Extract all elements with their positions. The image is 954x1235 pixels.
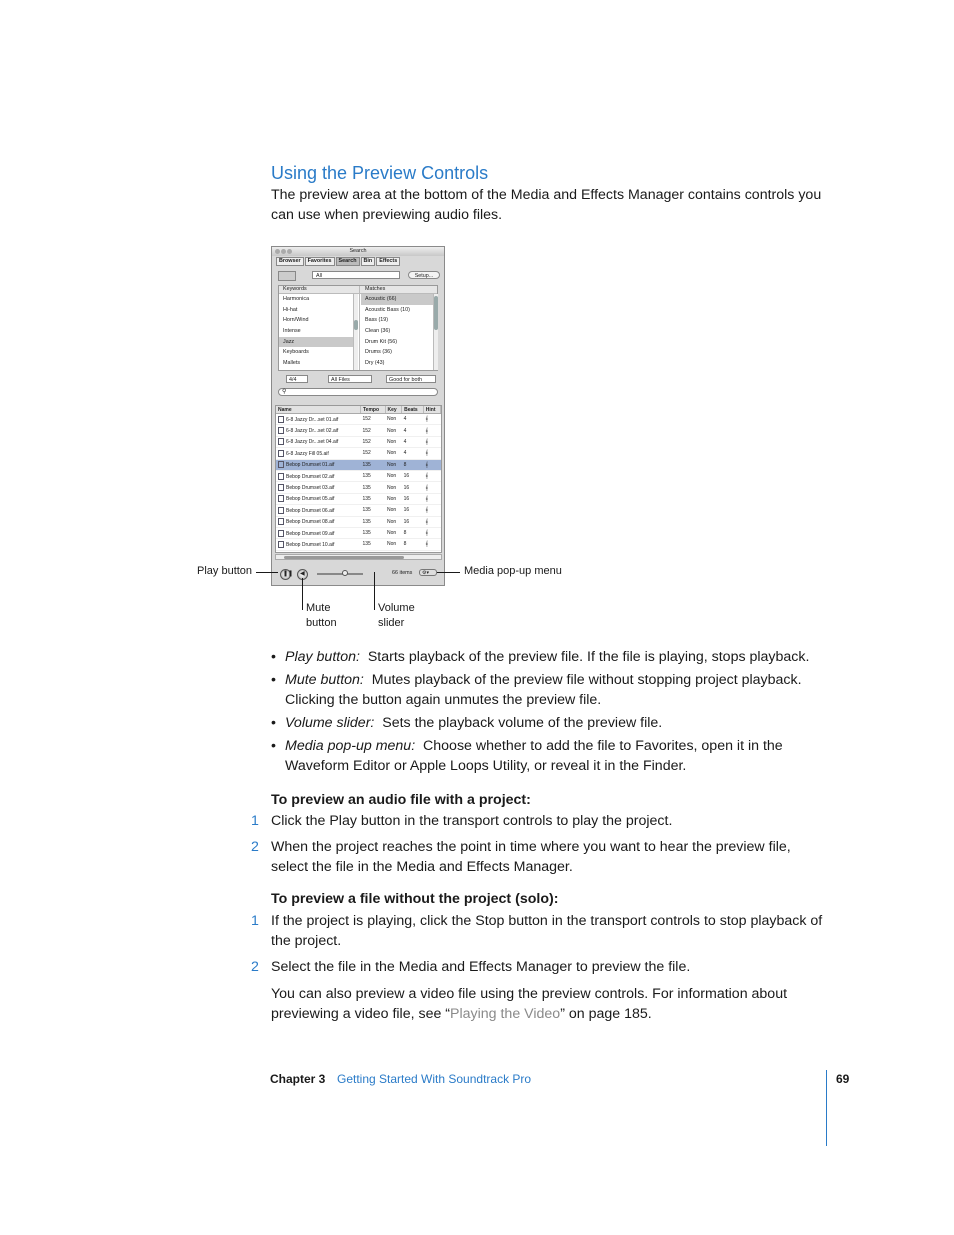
hint-icon: 𝄞 <box>423 459 440 470</box>
list-item[interactable]: Jazz <box>279 337 357 348</box>
table-row[interactable]: Bebop Drumset 09.aif 135 Non 8 𝄞 <box>276 527 441 538</box>
manager-tabs <box>276 257 401 266</box>
footer-chapter-title[interactable]: Getting Started With Soundtrack Pro <box>337 1072 532 1086</box>
footer-rule <box>826 1070 827 1146</box>
bullet-volume: • Volume slider: Sets the playback volume of the preview file. <box>271 713 831 733</box>
good-for-popup[interactable]: Good for both <box>386 375 436 383</box>
table-row-selected[interactable]: Bebop Drumset 01.aif 135 Non 8 𝄞 <box>276 459 441 470</box>
audio-file-icon <box>278 438 284 445</box>
list-item[interactable]: Clean (36) <box>365 328 391 335</box>
playing-the-video-link[interactable]: Playing the Video <box>450 1006 561 1022</box>
audio-file-icon <box>278 450 284 457</box>
hint-icon: 𝄞 <box>423 527 440 538</box>
intro-paragraph: The preview area at the bottom of the Media and Effects Manager contains controls you can use when previewing audio files. <box>271 187 822 223</box>
items-count: 66 items <box>392 570 413 576</box>
bullet-media: • Media pop-up menu: Choose whether to add the file to Favorites, open it in the Waveform Editor or Apple Loops Utility, or reveal it in the Finder. <box>271 736 831 776</box>
play-button[interactable] <box>280 569 294 580</box>
list-item[interactable]: Drum Kit (56) <box>365 338 398 345</box>
table-row[interactable]: 6-8 Jazzy Dr...set 01.aif 152 Non 4 𝄞 <box>276 414 441 425</box>
list-item[interactable]: Horn/Wind <box>283 317 309 324</box>
preview-controls <box>272 563 444 585</box>
column-name[interactable]: Name <box>276 406 361 414</box>
list-item[interactable]: Bass (19) <box>365 317 389 324</box>
tab-bin[interactable]: Bin <box>361 257 376 266</box>
callout-media-popup: Media pop-up menu <box>464 565 562 577</box>
column-tempo[interactable]: Tempo <box>361 406 386 414</box>
callout-volume-slider: Volume slider <box>378 602 415 629</box>
task2-step1: 1 If the project is playing, click the Stop button in the transport controls to stop playback of the project. <box>251 913 823 949</box>
table-row[interactable]: Bebop Drumset 06.aif 135 Non 16 𝄞 <box>276 505 441 516</box>
audio-file-icon <box>278 416 284 423</box>
media-popup-menu[interactable] <box>419 569 437 576</box>
task1-heading: To preview an audio file with a project: <box>271 792 531 808</box>
tab-browser[interactable]: Browser <box>276 257 304 266</box>
list-item[interactable]: Acoustic (66) <box>361 294 435 305</box>
window-title: Search <box>349 248 367 254</box>
table-row[interactable]: 6-8 Jazzy Dr...set 02.aif 152 Non 4 𝄞 <box>276 425 441 436</box>
keywords-list <box>279 294 357 369</box>
search-icon: ⚲ <box>282 389 287 395</box>
audio-file-icon <box>278 530 284 537</box>
window-titlebar <box>272 247 444 256</box>
filter-toolbar <box>278 375 440 384</box>
callout-play-button: Play button <box>197 565 253 577</box>
table-row[interactable]: Bebop Drumset 02.aif 135 Non 16 𝄞 <box>276 470 441 481</box>
hint-icon: 𝄞 <box>423 539 440 550</box>
task2-heading: To preview a file without the project (solo): <box>271 891 559 907</box>
file-list-hscrollbar[interactable] <box>275 554 442 560</box>
file-list <box>275 405 442 553</box>
keyword-matches-box <box>278 285 438 371</box>
table-row[interactable]: Bebop Drumset 08.aif 135 Non 16 𝄞 <box>276 516 441 527</box>
list-item[interactable]: Intense <box>283 328 301 335</box>
task1-step2: 2 When the project reaches the point in time where you want to hear the preview file, select the file in the Media and Effects Manager. <box>251 839 791 875</box>
audio-file-icon <box>278 461 284 468</box>
files-popup[interactable]: All Files <box>328 375 372 383</box>
keywords-scrollbar[interactable] <box>353 294 358 370</box>
volume-slider-track[interactable] <box>317 573 363 575</box>
list-item[interactable]: Dry (43) <box>365 360 385 367</box>
speaker-icon: ◀ <box>300 571 305 577</box>
media-effects-manager-screenshot <box>271 246 445 586</box>
table-row[interactable]: 6-8 Jazzy Fill 05.aif 152 Non 4 𝄞 <box>276 448 441 459</box>
list-item[interactable]: Drums (36) <box>365 349 392 356</box>
hint-icon: 𝄞 <box>423 493 440 504</box>
list-item[interactable]: Hi-hat <box>283 306 298 313</box>
table-row[interactable]: Bebop Drumset 05.aif 135 Non 16 𝄞 <box>276 493 441 504</box>
footer-chapter: Chapter 3 <box>270 1072 326 1086</box>
page-number: 69 <box>836 1072 850 1086</box>
task1-step1: 1 Click the Play button in the transport controls to play the project. <box>251 813 673 829</box>
view-toggle[interactable] <box>278 271 296 281</box>
audio-file-icon <box>278 473 284 480</box>
audio-file-icon <box>278 507 284 514</box>
audio-file-icon <box>278 484 284 491</box>
audio-file-icon <box>278 427 284 434</box>
matches-scrollbar[interactable] <box>433 294 438 370</box>
hint-icon: 𝄞 <box>423 516 440 527</box>
filter-popup[interactable]: All <box>312 271 400 279</box>
list-item[interactable]: Acoustic Bass (10) <box>365 306 410 313</box>
column-hint[interactable]: Hint <box>423 406 440 414</box>
list-item[interactable]: Harmonica <box>283 296 310 302</box>
list-item[interactable]: Keyboards <box>283 349 309 356</box>
hint-icon: 𝄞 <box>423 482 440 493</box>
hint-icon: 𝄞 <box>423 425 440 436</box>
task2-step2: 2 Select the file in the Media and Effects Manager to preview the file. <box>251 959 691 975</box>
hint-icon: 𝄞 <box>423 505 440 516</box>
list-item[interactable]: Mallets <box>283 360 301 367</box>
tab-favorites[interactable]: Favorites <box>305 257 335 266</box>
table-row[interactable]: Bebop Drumset 03.aif 135 Non 16 𝄞 <box>276 482 441 493</box>
time-signature-popup[interactable]: 4/4 <box>286 375 308 383</box>
gear-icon: ⚙▾ <box>422 570 429 576</box>
keywords-header: Keywords <box>283 286 307 292</box>
table-row[interactable]: 6-8 Jazzy Dr...set 04.aif 152 Non 4 𝄞 <box>276 436 441 447</box>
tab-search[interactable]: Search <box>336 257 360 266</box>
table-row[interactable]: Bebop Drumset 10.aif 135 Non 8 𝄞 <box>276 539 441 550</box>
section-heading: Using the Preview Controls <box>271 163 489 183</box>
volume-slider-knob[interactable] <box>342 570 348 576</box>
bullet-play: • Play button: Starts playback of the preview file. If the file is playing, stops playback. <box>271 647 831 667</box>
matches-header: Matches <box>365 286 386 292</box>
hint-icon: 𝄞 <box>423 470 440 481</box>
search-input[interactable] <box>278 388 438 396</box>
audio-file-icon <box>278 518 284 525</box>
column-key[interactable]: Key <box>385 406 402 414</box>
hint-icon: 𝄞 <box>423 448 440 459</box>
control-descriptions <box>271 647 831 779</box>
hint-icon: 𝄞 <box>423 436 440 447</box>
tab-effects[interactable]: Effects <box>376 257 400 266</box>
hint-icon: 𝄞 <box>423 414 440 425</box>
setup-button[interactable]: Setup... <box>408 271 440 279</box>
closing-paragraph: You can also preview a video file using the preview controls. For information about previewing a video file, see “Playing the Video” on page 185. <box>271 986 788 1022</box>
pause-icon: ❚❚ <box>283 571 294 577</box>
search-toolbar <box>278 271 440 281</box>
bullet-mute: • Mute button: Mutes playback of the preview file without stopping project playback. Clicking the button again unmutes the preview file. <box>271 670 831 710</box>
column-beats[interactable]: Beats <box>402 406 424 414</box>
callout-mute-button: Mute button <box>306 602 337 629</box>
audio-file-icon <box>278 541 284 548</box>
matches-list <box>361 294 435 369</box>
keyword-column-headers <box>279 286 437 294</box>
audio-file-icon <box>278 495 284 502</box>
